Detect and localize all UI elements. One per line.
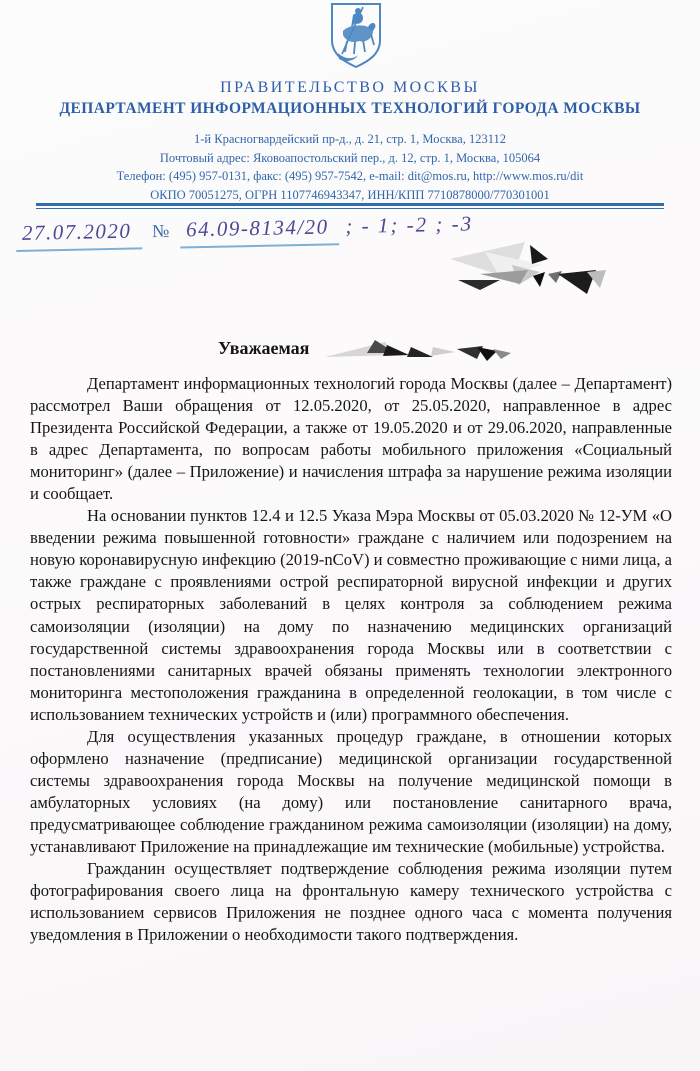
address-line: 1-й Красногвардейский пр-д., д. 21, стр. 1, Москва, 123112 xyxy=(194,132,506,146)
body-paragraph: Для осуществления указанных процедур граждане, в отношении которых оформлено назначение (предписание) медицинской организации государственной системы здравоохранения города Москвы на получение медицинской помощи в амбулаторных условиях (на дому) или постановление санитарного врача, предусматривающее соблюдение гражданином режима самоизоляции (изоляции) на дому, устанавливают Приложение на принадлежащие им технические (мобильные) устройства. xyxy=(30,726,672,856)
address-line: Почтовый адрес: Яковоапостольский пер., д. 12, стр. 1, Москва, 105064 xyxy=(159,150,541,165)
number-sign: № xyxy=(151,220,170,242)
letter-body xyxy=(30,373,672,946)
redaction-addressee-name xyxy=(323,336,513,364)
letterhead-address-block xyxy=(0,130,700,204)
reference-line xyxy=(16,211,474,252)
address-contact-line: Телефон: (495) 957-0131, факс: (495) 957-7542, e-mail: dit@mos.ru, http://www.mos.ru/dit xyxy=(116,169,584,183)
address-registry-line: ОКПО 70051275, ОГРН 1107746943347, ИНН/КПП 7710878000/770301001 xyxy=(150,187,550,202)
letterhead-divider xyxy=(36,203,664,209)
handwritten-number: 64.09-8134/20 xyxy=(180,214,339,248)
department-title: ДЕПАРТАМЕНТ ИНФОРМАЦИОННЫХ ТЕХНОЛОГИЙ ГОРОДА МОСКВЫ xyxy=(59,100,641,117)
handwritten-number-suffix: ; - 1; -2 ; -3 xyxy=(345,211,474,239)
handwritten-date: 27.07.2020 xyxy=(16,218,142,252)
body-paragraph: Гражданин осуществляет подтверждение соблюдения режима изоляции путем фотографирования своего лица на фронтальную камеру технического устройства с использованием сервисов Приложения не позднее одного часа с момента получения уведомления в Приложении о необходимости такого подтверждения. xyxy=(30,859,672,945)
body-paragraph: На основании пунктов 12.4 и 12.5 Указа Мэра Москвы от 05.03.2020 № 12-УМ «О введении режима повышенной готовности» граждане с наличием или подозрением на новую коронавирусную инфекцию (2019-nCoV) и совместно проживающие с ними лица, а также граждане с проявлениями острой респираторной вирусной инфекции и других острых респираторных заболеваний в целях контроля за соблюдением режима самоизоляции (изоляции) на дому по назначению медицинских организаций государственной системы здравоохранения города Москвы или в соответствии с постановлениями санитарных врачей обязаны применять технологии электронного мониторинга местоположения гражданина в определенной геолокации, в том числе с использованием технических устройств и (или) программного обеспечения. xyxy=(30,506,672,724)
salutation-greeting: Уважаемая xyxy=(218,337,310,358)
salutation-line xyxy=(218,332,513,364)
moscow-coat-of-arms-icon xyxy=(329,2,383,69)
redaction-stamp xyxy=(430,237,625,305)
government-title: ПРАВИТЕЛЬСТВО МОСКВЫ xyxy=(220,79,480,96)
body-paragraph: Департамент информационных технологий города Москвы (далее – Департамент) рассмотрел Ваши обращения от 12.05.2020, от 25.05.2020, направленное в адрес Президента Российской Федерации, а также от 19.05.2020 и от 29.06.2020, направленные в адрес Департамента, по вопросам работы мобильного приложения «Социальный мониторинг» (далее – Приложение) и начисления штрафа за нарушение режима изоляции и сообщает. xyxy=(30,374,672,504)
